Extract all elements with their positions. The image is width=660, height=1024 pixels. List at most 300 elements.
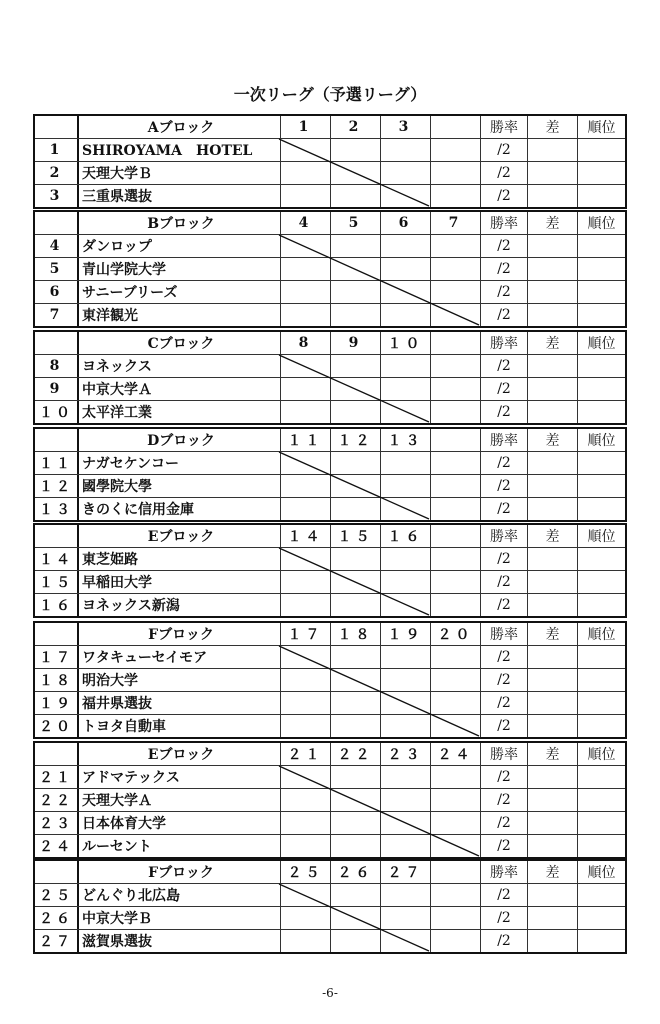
rank-cell xyxy=(577,812,625,834)
team-name: きのくに信用金庫 xyxy=(77,498,280,520)
block-label: Bブロック xyxy=(77,212,280,234)
team-row xyxy=(35,257,625,280)
rate-header: 勝率 xyxy=(480,861,527,883)
point-diff xyxy=(527,235,577,257)
block-table xyxy=(33,210,627,328)
result-cell xyxy=(430,835,480,857)
match-col-header xyxy=(430,332,480,354)
point-diff xyxy=(527,646,577,668)
result-cell xyxy=(330,594,380,616)
rank-cell xyxy=(577,766,625,788)
block-table xyxy=(33,427,627,522)
result-cell xyxy=(380,930,430,952)
match-col-header: 9 xyxy=(330,332,380,354)
win-rate: /2 xyxy=(480,235,527,257)
result-cell xyxy=(380,594,430,616)
rank-header: 順位 xyxy=(577,743,625,765)
team-row xyxy=(35,400,625,423)
match-col-header: １９ xyxy=(380,623,430,645)
match-col-header xyxy=(430,525,480,547)
team-row xyxy=(35,303,625,326)
match-col-header: ２４ xyxy=(430,743,480,765)
win-rate: /2 xyxy=(480,835,527,857)
result-cell xyxy=(430,715,480,737)
header-blank xyxy=(35,212,77,234)
header-blank xyxy=(35,861,77,883)
result-cell xyxy=(280,930,330,952)
team-row xyxy=(35,906,625,929)
rate-header: 勝率 xyxy=(480,623,527,645)
block-label: Fブロック xyxy=(77,861,280,883)
rate-header: 勝率 xyxy=(480,116,527,138)
match-col-header: 3 xyxy=(380,116,430,138)
rank-cell xyxy=(577,571,625,593)
block-label: Eブロック xyxy=(77,525,280,547)
team-name: 滋賀県選抜 xyxy=(77,930,280,952)
team-row xyxy=(35,929,625,952)
result-cell xyxy=(330,185,380,207)
team-number: ２２ xyxy=(39,793,73,809)
point-diff xyxy=(527,401,577,423)
team-number: 3 xyxy=(49,188,63,204)
rank-cell xyxy=(577,884,625,906)
team-name: 福井県選抜 xyxy=(77,692,280,714)
win-rate: /2 xyxy=(480,594,527,616)
result-cell xyxy=(330,930,380,952)
match-col-header: １７ xyxy=(280,623,330,645)
point-diff xyxy=(527,355,577,377)
result-cell xyxy=(280,884,330,906)
point-diff xyxy=(527,884,577,906)
match-col-header xyxy=(430,861,480,883)
win-rate: /2 xyxy=(480,139,527,161)
rank-cell xyxy=(577,355,625,377)
match-col-header: １３ xyxy=(380,429,430,451)
team-row xyxy=(35,593,625,616)
result-cell xyxy=(330,548,380,570)
diff-header: 差 xyxy=(527,429,577,451)
team-name: ルーセント xyxy=(77,835,280,857)
header-blank xyxy=(35,623,77,645)
result-cell xyxy=(280,452,330,474)
team-row xyxy=(35,547,625,570)
team-row xyxy=(35,691,625,714)
result-cell xyxy=(380,835,430,857)
team-row xyxy=(35,765,625,788)
result-cell xyxy=(380,498,430,520)
team-row xyxy=(35,184,625,207)
team-number: 9 xyxy=(49,381,63,397)
result-cell xyxy=(330,884,380,906)
point-diff xyxy=(527,281,577,303)
win-rate: /2 xyxy=(480,766,527,788)
rank-cell xyxy=(577,139,625,161)
team-row xyxy=(35,788,625,811)
result-cell xyxy=(330,646,380,668)
rank-cell xyxy=(577,281,625,303)
result-cell xyxy=(430,281,480,303)
win-rate: /2 xyxy=(480,378,527,400)
team-name: 中京大学Ｂ xyxy=(77,907,280,929)
point-diff xyxy=(527,452,577,474)
result-cell xyxy=(380,139,430,161)
result-cell xyxy=(380,692,430,714)
block-label: Fブロック xyxy=(77,623,280,645)
team-name: 太平洋工業 xyxy=(77,401,280,423)
win-rate: /2 xyxy=(480,498,527,520)
header-blank xyxy=(35,743,77,765)
team-name: トヨタ自動車 xyxy=(77,715,280,737)
result-cell xyxy=(280,498,330,520)
team-number: １４ xyxy=(39,552,73,568)
team-name: 三重県選抜 xyxy=(77,185,280,207)
rate-header: 勝率 xyxy=(480,429,527,451)
match-col-header: 1 xyxy=(280,116,330,138)
header-row xyxy=(35,429,625,451)
rank-cell xyxy=(577,907,625,929)
result-cell xyxy=(330,498,380,520)
result-cell xyxy=(330,162,380,184)
match-col-header: １６ xyxy=(380,525,430,547)
match-col-header: ２２ xyxy=(330,743,380,765)
block-label: Dブロック xyxy=(77,429,280,451)
page-number: -6- xyxy=(322,986,338,1000)
match-col-header: ２０ xyxy=(430,623,480,645)
team-number: 4 xyxy=(49,238,63,254)
result-cell xyxy=(380,304,430,326)
result-cell xyxy=(280,185,330,207)
team-number: １６ xyxy=(39,598,73,614)
team-number: 6 xyxy=(49,284,63,300)
team-row xyxy=(35,234,625,257)
team-number: ２４ xyxy=(39,839,73,855)
result-cell xyxy=(330,669,380,691)
rank-header: 順位 xyxy=(577,212,625,234)
match-col-header: ２６ xyxy=(330,861,380,883)
rank-cell xyxy=(577,789,625,811)
result-cell xyxy=(280,548,330,570)
team-number: ２０ xyxy=(39,719,73,735)
team-number: 8 xyxy=(49,358,63,374)
team-number: １９ xyxy=(39,696,73,712)
win-rate: /2 xyxy=(480,571,527,593)
point-diff xyxy=(527,669,577,691)
team-name: 早稲田大学 xyxy=(77,571,280,593)
block-table xyxy=(33,621,627,739)
point-diff xyxy=(527,139,577,161)
result-cell xyxy=(430,884,480,906)
rank-cell xyxy=(577,548,625,570)
result-cell xyxy=(380,401,430,423)
rank-cell xyxy=(577,162,625,184)
point-diff xyxy=(527,715,577,737)
win-rate: /2 xyxy=(480,646,527,668)
result-cell xyxy=(380,548,430,570)
point-diff xyxy=(527,475,577,497)
match-col-header: 4 xyxy=(280,212,330,234)
rank-header: 順位 xyxy=(577,116,625,138)
match-col-header: 7 xyxy=(430,212,480,234)
header-row xyxy=(35,525,625,547)
result-cell xyxy=(330,378,380,400)
team-name: ヨネックス新潟 xyxy=(77,594,280,616)
result-cell xyxy=(380,162,430,184)
result-cell xyxy=(430,235,480,257)
result-cell xyxy=(380,355,430,377)
point-diff xyxy=(527,907,577,929)
header-blank xyxy=(35,116,77,138)
result-cell xyxy=(380,884,430,906)
header-blank xyxy=(35,332,77,354)
result-cell xyxy=(380,281,430,303)
result-cell xyxy=(430,452,480,474)
point-diff xyxy=(527,594,577,616)
match-col-header: ２３ xyxy=(380,743,430,765)
result-cell xyxy=(430,646,480,668)
block-label: Aブロック xyxy=(77,116,280,138)
match-col-header: 6 xyxy=(380,212,430,234)
block-label: Cブロック xyxy=(77,332,280,354)
result-cell xyxy=(430,789,480,811)
rank-cell xyxy=(577,258,625,280)
result-cell xyxy=(280,835,330,857)
team-number: １２ xyxy=(39,479,73,495)
result-cell xyxy=(280,378,330,400)
point-diff xyxy=(527,185,577,207)
rank-cell xyxy=(577,378,625,400)
result-cell xyxy=(280,281,330,303)
match-col-header: １５ xyxy=(330,525,380,547)
team-number: 5 xyxy=(49,261,63,277)
point-diff xyxy=(527,571,577,593)
point-diff xyxy=(527,162,577,184)
point-diff xyxy=(527,378,577,400)
result-cell xyxy=(430,812,480,834)
team-row xyxy=(35,570,625,593)
result-cell xyxy=(330,835,380,857)
result-cell xyxy=(330,235,380,257)
point-diff xyxy=(527,304,577,326)
result-cell xyxy=(280,235,330,257)
match-col-header: ２７ xyxy=(380,861,430,883)
team-number: １５ xyxy=(39,575,73,591)
result-cell xyxy=(430,185,480,207)
diff-header: 差 xyxy=(527,525,577,547)
result-cell xyxy=(430,378,480,400)
result-cell xyxy=(330,571,380,593)
result-cell xyxy=(380,715,430,737)
point-diff xyxy=(527,258,577,280)
result-cell xyxy=(280,571,330,593)
rank-cell xyxy=(577,715,625,737)
team-row xyxy=(35,138,625,161)
win-rate: /2 xyxy=(480,884,527,906)
team-row xyxy=(35,668,625,691)
result-cell xyxy=(430,669,480,691)
win-rate: /2 xyxy=(480,812,527,834)
result-cell xyxy=(430,258,480,280)
point-diff xyxy=(527,930,577,952)
header-row xyxy=(35,861,625,883)
point-diff xyxy=(527,498,577,520)
block-table xyxy=(33,330,627,425)
rank-cell xyxy=(577,475,625,497)
win-rate: /2 xyxy=(480,669,527,691)
rank-cell xyxy=(577,594,625,616)
team-number: １３ xyxy=(39,502,73,518)
team-number: 1 xyxy=(49,142,63,158)
rank-cell xyxy=(577,185,625,207)
result-cell xyxy=(430,355,480,377)
result-cell xyxy=(380,571,430,593)
result-cell xyxy=(430,907,480,929)
rank-header: 順位 xyxy=(577,429,625,451)
result-cell xyxy=(430,498,480,520)
win-rate: /2 xyxy=(480,258,527,280)
result-cell xyxy=(280,162,330,184)
team-name: どんぐり北広島 xyxy=(77,884,280,906)
team-row xyxy=(35,834,625,857)
team-name: 天理大学Ｂ xyxy=(77,162,280,184)
match-col-header: ２１ xyxy=(280,743,330,765)
win-rate: /2 xyxy=(480,907,527,929)
rate-header: 勝率 xyxy=(480,332,527,354)
result-cell xyxy=(430,930,480,952)
team-name: ワタキューセイモア xyxy=(77,646,280,668)
result-cell xyxy=(430,594,480,616)
result-cell xyxy=(280,789,330,811)
team-number: ２１ xyxy=(39,770,73,786)
team-name: 明治大学 xyxy=(77,669,280,691)
rank-cell xyxy=(577,835,625,857)
point-diff xyxy=(527,548,577,570)
result-cell xyxy=(280,646,330,668)
team-row xyxy=(35,811,625,834)
diff-header: 差 xyxy=(527,116,577,138)
result-cell xyxy=(280,475,330,497)
rank-cell xyxy=(577,930,625,952)
match-col-header: 5 xyxy=(330,212,380,234)
rank-cell xyxy=(577,401,625,423)
win-rate: /2 xyxy=(480,355,527,377)
team-number: ２５ xyxy=(39,888,73,904)
header-blank xyxy=(35,525,77,547)
team-row xyxy=(35,714,625,737)
rate-header: 勝率 xyxy=(480,212,527,234)
result-cell xyxy=(430,162,480,184)
diff-header: 差 xyxy=(527,743,577,765)
result-cell xyxy=(330,692,380,714)
block-table xyxy=(33,859,627,954)
rate-header: 勝率 xyxy=(480,743,527,765)
win-rate: /2 xyxy=(480,304,527,326)
result-cell xyxy=(280,766,330,788)
team-row xyxy=(35,280,625,303)
result-cell xyxy=(330,139,380,161)
team-number: １８ xyxy=(39,673,73,689)
team-number: １１ xyxy=(39,456,73,472)
rank-cell xyxy=(577,669,625,691)
block-table xyxy=(33,741,627,859)
team-name: 日本体育大学 xyxy=(77,812,280,834)
result-cell xyxy=(380,258,430,280)
team-row xyxy=(35,645,625,668)
win-rate: /2 xyxy=(480,715,527,737)
result-cell xyxy=(330,715,380,737)
result-cell xyxy=(280,258,330,280)
match-col-header xyxy=(430,116,480,138)
win-rate: /2 xyxy=(480,185,527,207)
team-name: 東洋観光 xyxy=(77,304,280,326)
result-cell xyxy=(280,139,330,161)
team-row xyxy=(35,161,625,184)
result-cell xyxy=(280,304,330,326)
result-cell xyxy=(430,692,480,714)
result-cell xyxy=(280,401,330,423)
result-cell xyxy=(280,715,330,737)
rate-header: 勝率 xyxy=(480,525,527,547)
win-rate: /2 xyxy=(480,162,527,184)
team-name: ダンロップ xyxy=(77,235,280,257)
team-number: １７ xyxy=(39,650,73,666)
diff-header: 差 xyxy=(527,861,577,883)
team-row xyxy=(35,354,625,377)
team-name: ナガセケンコー xyxy=(77,452,280,474)
result-cell xyxy=(380,378,430,400)
diff-header: 差 xyxy=(527,212,577,234)
rank-cell xyxy=(577,646,625,668)
result-cell xyxy=(380,812,430,834)
point-diff xyxy=(527,692,577,714)
result-cell xyxy=(330,907,380,929)
rank-cell xyxy=(577,304,625,326)
rank-header: 順位 xyxy=(577,861,625,883)
match-col-header: １１ xyxy=(280,429,330,451)
team-row xyxy=(35,497,625,520)
rank-cell xyxy=(577,692,625,714)
win-rate: /2 xyxy=(480,475,527,497)
team-name: SHIROYAMA HOTEL xyxy=(77,139,280,161)
rank-header: 順位 xyxy=(577,332,625,354)
point-diff xyxy=(527,766,577,788)
result-cell xyxy=(330,789,380,811)
result-cell xyxy=(280,355,330,377)
rank-header: 順位 xyxy=(577,525,625,547)
win-rate: /2 xyxy=(480,401,527,423)
result-cell xyxy=(380,185,430,207)
win-rate: /2 xyxy=(480,930,527,952)
result-cell xyxy=(380,669,430,691)
block-table xyxy=(33,523,627,618)
result-cell xyxy=(330,355,380,377)
team-name: 青山学院大学 xyxy=(77,258,280,280)
header-row xyxy=(35,743,625,765)
rank-cell xyxy=(577,452,625,474)
result-cell xyxy=(430,139,480,161)
diff-header: 差 xyxy=(527,623,577,645)
team-name: 東芝姫路 xyxy=(77,548,280,570)
block-table xyxy=(33,114,627,209)
result-cell xyxy=(380,452,430,474)
result-cell xyxy=(280,594,330,616)
match-col-header xyxy=(430,429,480,451)
point-diff xyxy=(527,789,577,811)
result-cell xyxy=(280,907,330,929)
team-name: ヨネックス xyxy=(77,355,280,377)
win-rate: /2 xyxy=(480,548,527,570)
point-diff xyxy=(527,812,577,834)
result-cell xyxy=(380,907,430,929)
